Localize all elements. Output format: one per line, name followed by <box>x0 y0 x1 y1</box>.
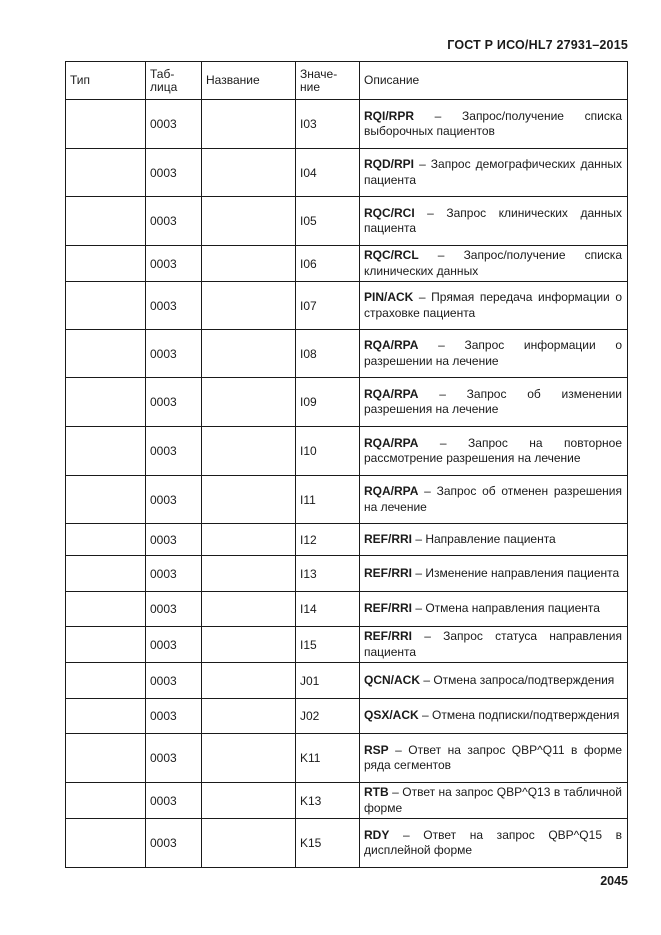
table-row <box>66 699 628 734</box>
column-header-type: Тип <box>66 62 146 100</box>
table-row <box>66 282 628 330</box>
table-row <box>66 330 628 378</box>
message-code: REF/RRI <box>364 601 412 616</box>
column-header-value-line2: ние <box>300 79 321 94</box>
cell-name <box>202 592 296 627</box>
cell-type <box>66 734 146 783</box>
cell-description: QSX/ACK – Отмена подписки/подтверждения <box>360 699 628 734</box>
cell-value: I14 <box>296 592 360 627</box>
cell-value: I10 <box>296 427 360 476</box>
cell-table: 0003 <box>146 100 202 149</box>
cell-name <box>202 663 296 699</box>
message-description: Запрос на повторное рассмотрение разрешения на лечение <box>364 435 622 465</box>
cell-type <box>66 663 146 699</box>
column-header-table <box>146 62 202 100</box>
cell-description: PIN/ACK – Прямая передача информации о страховке пациента <box>360 282 628 330</box>
table-row <box>66 427 628 476</box>
cell-type <box>66 592 146 627</box>
cell-description: RQI/RPR – Запрос/получение списка выборочных пациентов <box>360 100 628 149</box>
cell-name <box>202 197 296 246</box>
cell-value: I13 <box>296 556 360 592</box>
message-code: RQA/RPA <box>364 386 419 401</box>
message-code: RTB <box>364 785 389 799</box>
cell-value: K15 <box>296 819 360 868</box>
cell-description: REF/RRI – Отмена направления пациента <box>360 592 628 627</box>
cell-name <box>202 699 296 734</box>
cell-value: I05 <box>296 197 360 246</box>
message-code: QCN/ACK <box>364 672 420 687</box>
message-code: RQA/RPA <box>364 435 419 450</box>
cell-type <box>66 330 146 378</box>
message-code: PIN/ACK <box>364 290 414 304</box>
cell-value: I11 <box>296 476 360 524</box>
cell-value: J01 <box>296 663 360 699</box>
message-description: Отмена запроса/подтверждения <box>433 672 615 687</box>
cell-name <box>202 330 296 378</box>
message-description: Запрос/получение списка выборочных пациентов <box>364 108 623 138</box>
message-description: Запрос демографических данных пациента <box>364 157 622 187</box>
cell-description: RTB – Ответ на запрос QBP^Q13 в табличной форме <box>360 783 628 819</box>
message-description: Запрос информации о разрешении на лечение <box>364 338 622 368</box>
table-row <box>66 734 628 783</box>
cell-table: 0003 <box>146 524 202 556</box>
message-description: Запрос об изменении разрешения на лечение <box>364 386 622 416</box>
message-code: REF/RRI <box>364 531 412 546</box>
column-header-value <box>296 62 360 100</box>
cell-table: 0003 <box>146 378 202 427</box>
cell-table: 0003 <box>146 427 202 476</box>
cell-value: I04 <box>296 149 360 197</box>
cell-description: RQA/RPA – Запрос об отменен разрешения на лечение <box>360 476 628 524</box>
cell-type <box>66 819 146 868</box>
cell-type <box>66 476 146 524</box>
cell-table: 0003 <box>146 556 202 592</box>
cell-description: REF/RRI – Направление пациента <box>360 524 628 556</box>
table-row <box>66 149 628 197</box>
message-description: Изменение направления пациента <box>425 565 620 580</box>
cell-table: 0003 <box>146 282 202 330</box>
cell-name <box>202 427 296 476</box>
cell-type <box>66 246 146 282</box>
cell-name <box>202 476 296 524</box>
cell-name <box>202 783 296 819</box>
message-description: Ответ на запрос QBP^Q15 в дисплейной форме <box>364 827 622 857</box>
column-header-table-line2: лица <box>150 79 178 94</box>
cell-table: 0003 <box>146 627 202 663</box>
message-description: Отмена подписки/подтверждения <box>432 708 620 723</box>
cell-value: I06 <box>296 246 360 282</box>
cell-description: RQA/RPA – Запрос информации о разрешении на лечение <box>360 330 628 378</box>
message-code: RQA/RPA <box>364 484 419 498</box>
cell-type <box>66 100 146 149</box>
message-code: REF/RRI <box>364 629 412 643</box>
table-row <box>66 246 628 282</box>
message-code: QSX/ACK <box>364 708 419 723</box>
cell-name <box>202 819 296 868</box>
cell-name <box>202 556 296 592</box>
cell-table: 0003 <box>146 783 202 819</box>
message-description: Направление пациента <box>425 531 556 546</box>
cell-type <box>66 783 146 819</box>
table-row <box>66 378 628 427</box>
message-code: RQC/RCI <box>364 205 415 220</box>
message-description: Запрос клинических данных пациента <box>364 205 622 235</box>
cell-name <box>202 246 296 282</box>
cell-table: 0003 <box>146 699 202 734</box>
table-row <box>66 592 628 627</box>
cell-description: REF/RRI – Запрос статуса направления пациента <box>360 627 628 663</box>
cell-table: 0003 <box>146 246 202 282</box>
cell-type <box>66 556 146 592</box>
cell-value: I08 <box>296 330 360 378</box>
cell-value: I03 <box>296 100 360 149</box>
column-header-name: Название <box>202 62 296 100</box>
cell-type <box>66 524 146 556</box>
cell-name <box>202 627 296 663</box>
table-row <box>66 663 628 699</box>
table-row <box>66 100 628 149</box>
cell-description: QCN/ACK – Отмена запроса/подтверждения <box>360 663 628 699</box>
cell-table: 0003 <box>146 734 202 783</box>
cell-table: 0003 <box>146 819 202 868</box>
document-code-header: ГОСТ Р ИСО/HL7 27931–2015 <box>447 38 628 52</box>
table-header-row <box>66 62 628 100</box>
cell-table: 0003 <box>146 330 202 378</box>
cell-table: 0003 <box>146 592 202 627</box>
cell-type <box>66 699 146 734</box>
cell-description: RDY – Ответ на запрос QBP^Q15 в дисплейной форме <box>360 819 628 868</box>
page-number: 2045 <box>600 874 628 888</box>
cell-type <box>66 427 146 476</box>
table-body <box>66 100 628 868</box>
message-code: RSP <box>364 742 389 757</box>
message-description: Прямая передача информации о страховке пациента <box>364 290 623 320</box>
cell-type <box>66 627 146 663</box>
cell-description: RQA/RPA – Запрос об изменении разрешения на лечение <box>360 378 628 427</box>
message-description: Запрос статуса направления пациента <box>364 629 622 659</box>
cell-table: 0003 <box>146 476 202 524</box>
cell-type <box>66 282 146 330</box>
message-code: RQI/RPR <box>364 108 415 123</box>
cell-description: RQC/RCL – Запрос/получение списка клинических данных <box>360 246 628 282</box>
cell-value: I07 <box>296 282 360 330</box>
table-row <box>66 197 628 246</box>
cell-name <box>202 734 296 783</box>
cell-description: REF/RRI – Изменение направления пациента <box>360 556 628 592</box>
cell-name <box>202 149 296 197</box>
cell-table: 0003 <box>146 663 202 699</box>
cell-value: I09 <box>296 378 360 427</box>
message-types-table <box>65 61 628 868</box>
message-code: RQC/RCL <box>364 248 419 262</box>
cell-type <box>66 197 146 246</box>
table-row <box>66 819 628 868</box>
message-description: Ответ на запрос QBP^Q13 в табличной форме <box>364 785 623 815</box>
table-row <box>66 524 628 556</box>
cell-type <box>66 149 146 197</box>
cell-name <box>202 378 296 427</box>
cell-description: RQC/RCI – Запрос клинических данных пациента <box>360 197 628 246</box>
cell-value: I12 <box>296 524 360 556</box>
message-code: REF/RRI <box>364 565 412 580</box>
column-header-value-line1: Значе- <box>300 66 338 81</box>
cell-value: K13 <box>296 783 360 819</box>
table-row <box>66 556 628 592</box>
table-row <box>66 476 628 524</box>
table-row <box>66 627 628 663</box>
message-description: Ответ на запрос QBP^Q11 в форме ряда сегментов <box>364 742 623 772</box>
cell-value: J02 <box>296 699 360 734</box>
cell-name <box>202 282 296 330</box>
cell-type <box>66 378 146 427</box>
cell-table: 0003 <box>146 149 202 197</box>
table-row <box>66 783 628 819</box>
message-code: RQA/RPA <box>364 338 419 352</box>
cell-name <box>202 524 296 556</box>
cell-description: RSP – Ответ на запрос QBP^Q11 в форме ряда сегментов <box>360 734 628 783</box>
message-description: Отмена направления пациента <box>425 601 600 616</box>
cell-description: RQD/RPI – Запрос демографических данных пациента <box>360 149 628 197</box>
cell-description: RQA/RPA – Запрос на повторное рассмотрение разрешения на лечение <box>360 427 628 476</box>
message-description: Запрос об отменен разрешения на лечение <box>364 484 623 514</box>
message-description: Запрос/получение списка клинических данных <box>364 248 622 278</box>
column-header-description: Описание <box>360 62 628 100</box>
cell-table: 0003 <box>146 197 202 246</box>
cell-name <box>202 100 296 149</box>
column-header-table-line1: Таб- <box>150 66 175 81</box>
cell-value: K11 <box>296 734 360 783</box>
cell-value: I15 <box>296 627 360 663</box>
message-code: RQD/RPI <box>364 157 415 171</box>
message-code: RDY <box>364 827 390 842</box>
